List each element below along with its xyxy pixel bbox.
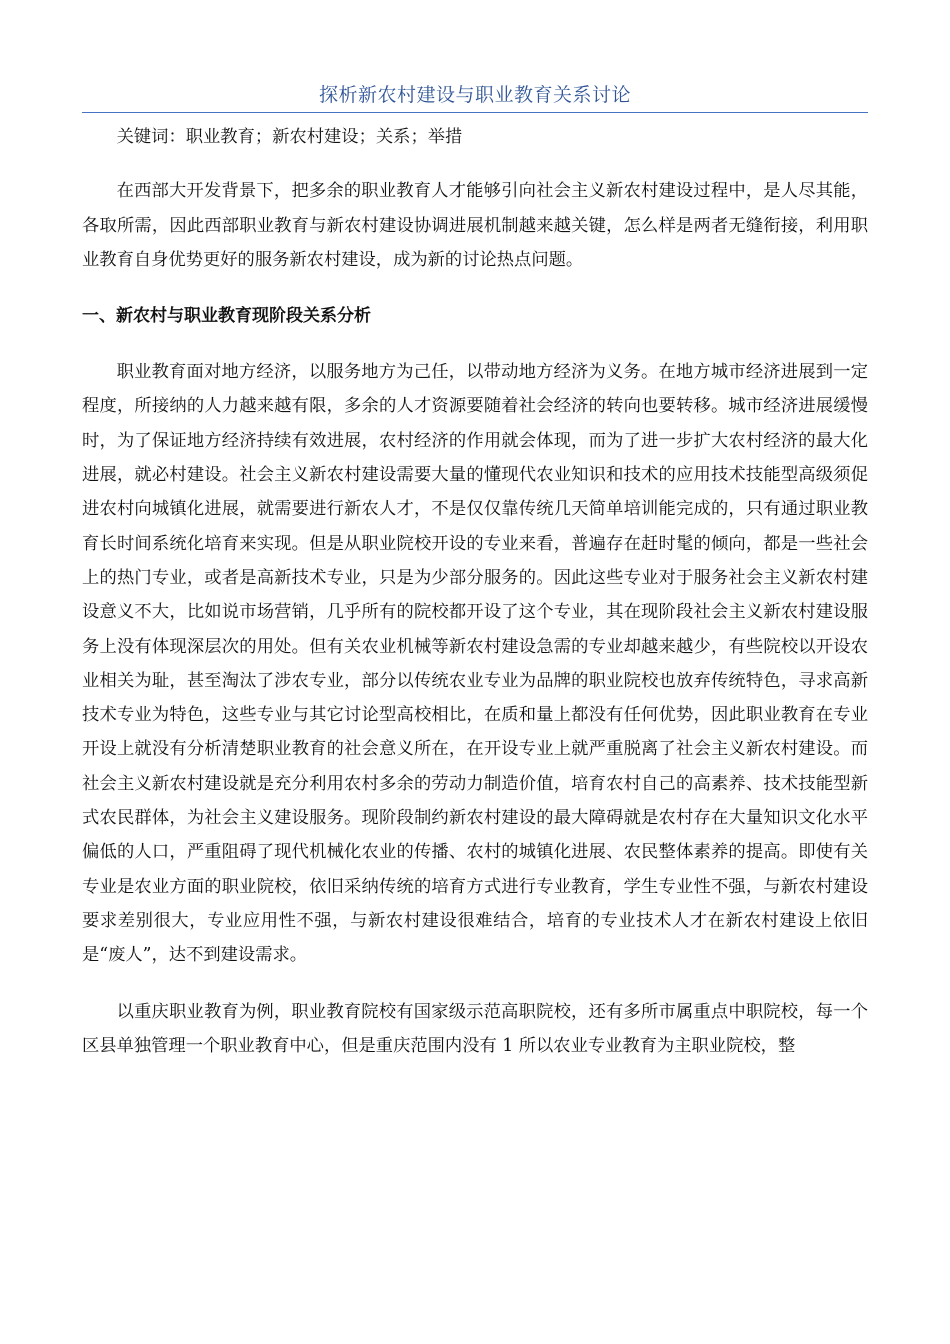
keywords-label: 关键词： — [116, 127, 186, 147]
keyword-item: 职业教育 — [185, 127, 255, 147]
body-paragraph: 职业教育面对地方经济，以服务地方为己任，以带动地方经济为义务。在地方城市经济进展到一定程度，所接纳的人力越来越有限，多余的人才资源要随着社会经济的转向也要转移。城市经济进展缓慢时，为了保证地方经济持续有效进展，农村经济的作用就会体现，而为了进一步扩大农村经济的最大化进展，就必村建设。社会主义新农村建设需要大量的懂现代农业知识和技术的应用技术技能型高级须促进农村向城镇化进展，就需要进行新农人才，不是仅仅靠传统几天简单培训能完成的，只有通过职业教育长时间系统化培育来实现。但是从职业院校开设的专业来看，普遍存在赶时髦的倾向，都是一些社会上的热门专业，或者是高新技术专业，只是为少部分服务的。因此这些专业对于服务社会主义新农村建设意义不大，比如说市场营销，几乎所有的院校都开设了这个专业，其在现阶段社会主义新农村建设服务上没有体现深层次的用处。但有关农业机械等新农村建设急需的专业却越来越少，有些院校以开设农业相关为耻，甚至淘汰了涉农专业，部分以传统农业专业为品牌的职业院校也放弃传统特色，寻求高新技术专业为特色，这些专业与其它讨论型高校相比，在质和量上都没有任何优势，因此职业教育在专业开设上就没有分析清楚职业教育的社会意义所在，在开设专业上就严重脱离了社会主义新农村建设。而社会主义新农村建设就是充分利用农村多余的劳动力制造价值，培育农村自己的高素养、技术技能型新式农民群体，为社会主义建设服务。现阶段制约新农村建设的最大障碍就是农村存在大量知识文化水平偏低的人口，严重阻碍了现代机械化农业的传播、农村的城镇化进展、农民整体素养的提高。即使有关专业是农业方面的职业院校，依旧采纳传统的培育方式进行专业教育，学生专业性不强，与新农村建设要求差别很大，专业应用性不强，与新农村建设很难结合，培育的专业技术人才在新农村建设上依旧是“废人”，达不到建设需求。 — [82, 362, 868, 966]
document-title: 探析新农村建设与职业教育关系讨论 — [82, 78, 868, 113]
document-body — [82, 120, 868, 1085]
keyword-item: 举措 — [427, 127, 463, 147]
section-heading: 一、新农村与职业教育现阶段关系分析 — [82, 306, 371, 327]
keyword-item: 新农村建设 — [272, 127, 359, 147]
keywords-line: 关键词：职业教育；新农村建设；关系；举措 — [116, 127, 463, 147]
body-paragraph: 以重庆职业教育为例，职业教育院校有国家级示范高职院校，还有多所市属重点中职院校，每一个区县单独管理一个职业教育中心，但是重庆范围内没有 1 所以农业专业教育为主职业院校，整 — [82, 1001, 868, 1056]
keyword-item: 关系 — [375, 127, 411, 147]
intro-paragraph: 在西部大开发背景下，把多余的职业教育人才能够引向社会主义新农村建设过程中，是人尽其能，各取所需，因此西部职业教育与新农村建设协调进展机制越来越关键，怎么样是两者无缝衔接，利用职业教育自身优势更好的服务新农村建设，成为新的讨论热点问题。 — [82, 181, 868, 270]
